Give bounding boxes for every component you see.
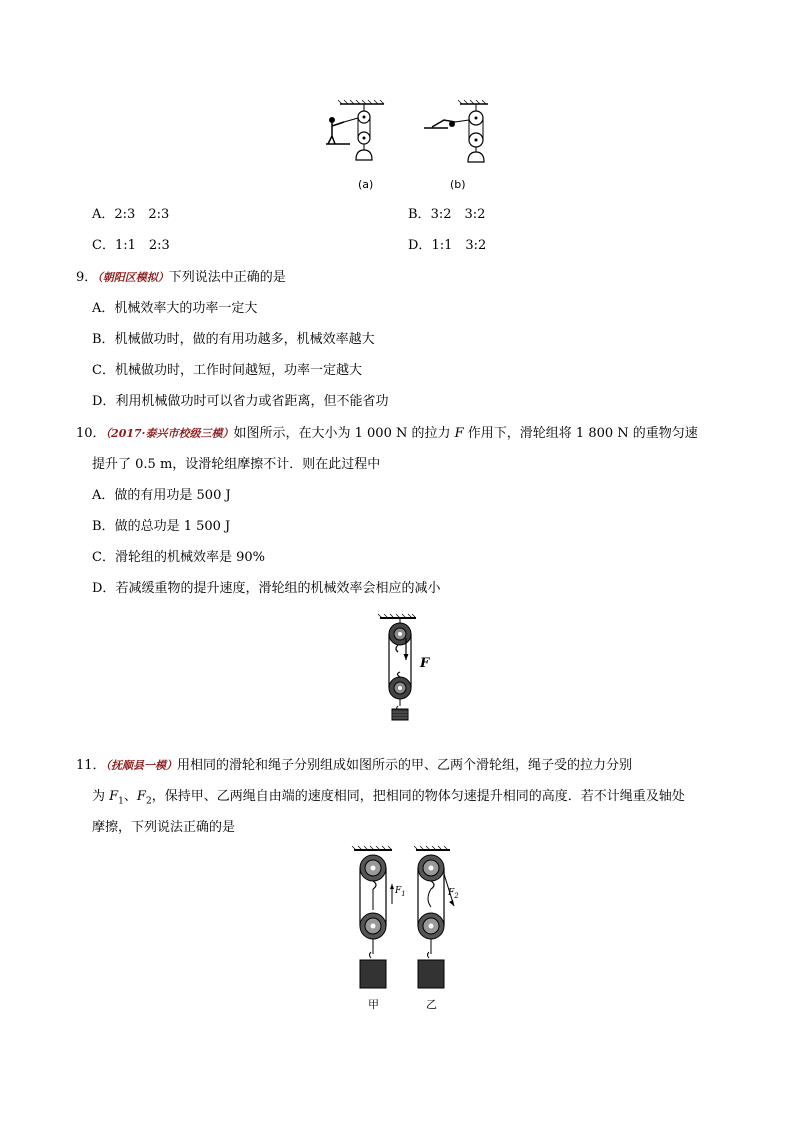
f2-sub: 2 [454, 891, 459, 900]
option-text: 若减缓重物的提升速度，滑轮组的机械效率会相应的减小 [115, 581, 441, 596]
q10-stem-line1 [76, 424, 698, 444]
question-text: 下列说法中正确的是 [168, 270, 286, 285]
pulley-diagram-ab [320, 98, 500, 198]
option-label: D． [92, 394, 116, 409]
label-yi: 乙 [426, 998, 437, 1011]
question-source: （抚顺县一模） [105, 759, 178, 772]
question-text-cont: 作用下，滑轮组将 1 800 N 的重物匀速 [463, 426, 698, 441]
option-text: 1:1 2:3 [114, 238, 170, 253]
option-label: A． [92, 488, 115, 503]
question-number: 10． [76, 426, 106, 441]
figure-q10 [370, 612, 440, 722]
option-text: 做的总功是 1 500 J [114, 519, 231, 534]
question-number: 11． [76, 758, 106, 773]
option-label: C． [92, 363, 115, 378]
option-label: A． [92, 207, 115, 222]
option-text: 2:3 2:3 [114, 207, 170, 222]
q10-option-c[interactable] [92, 548, 265, 568]
caption-b: (b) [450, 178, 466, 191]
force-sub-1: 1 [118, 796, 124, 807]
option-text: 1:1 3:2 [431, 238, 487, 253]
option-text: 机械做功时，工作时间越短，功率一定越大 [114, 363, 362, 378]
label-jia: 甲 [368, 998, 379, 1011]
option-text: 滑轮组的机械效率是 90% [114, 550, 265, 565]
q11-stem-line2 [92, 787, 685, 812]
question-source: （2017·泰兴市校级三模） [105, 427, 234, 440]
option-label: D． [92, 581, 116, 596]
q10-option-a[interactable] [92, 486, 231, 506]
q11-stem-line1 [76, 756, 632, 776]
option-text: 3:2 3:2 [430, 207, 486, 222]
force-var-2: F [136, 789, 146, 804]
q9-option-a[interactable] [92, 299, 257, 319]
force-variable: F [454, 426, 464, 441]
option-text: 做的有用功是 500 J [114, 488, 231, 503]
q10-stem-line2: 提升了 0.5 m，设滑轮组摩擦不计．则在此过程中 [92, 457, 381, 472]
force-sub-2: 2 [145, 796, 152, 807]
f2-letter: F [448, 888, 455, 898]
q8-option-b[interactable] [408, 205, 485, 225]
question-text: 如图所示，在大小为 1 000 N 的拉力 [233, 426, 455, 441]
q9-option-c[interactable] [92, 361, 362, 381]
text-fragment: 为 [92, 789, 110, 804]
q8-option-a[interactable] [92, 205, 169, 225]
f1-letter: F [395, 886, 402, 896]
question-source: （朝阳区模拟） [97, 271, 169, 284]
option-label: C． [92, 550, 115, 565]
force-label-f1 [395, 886, 406, 898]
force-label-f: F [420, 656, 430, 671]
force-var-1: F [109, 789, 119, 804]
option-label: B． [92, 519, 115, 534]
option-text: 机械效率大的功率一定大 [114, 301, 258, 316]
q10-option-d[interactable] [92, 579, 440, 599]
q9-stem [76, 268, 286, 288]
separator: 、 [123, 789, 137, 804]
option-label: A． [92, 301, 115, 316]
option-text: 机械做功时，做的有用功越多，机械效率越大 [114, 332, 375, 347]
q9-option-d[interactable] [92, 392, 388, 412]
question-text: 用相同的滑轮和绳子分别组成如图所示的甲、乙两个滑轮组，绳子受的拉力分别 [177, 758, 633, 773]
option-label: C． [92, 238, 115, 253]
q11-stem-line3: 摩擦，下列说法正确的是 [92, 820, 236, 835]
q9-option-b[interactable] [92, 330, 375, 350]
figure-q8 [320, 98, 500, 198]
f1-sub: 1 [401, 889, 406, 898]
text-fragment: ，保持甲、乙两绳自由端的速度相同，把相同的物体匀速提升相同的高度．若不计绳重及轴处 [151, 789, 685, 804]
q10-option-b[interactable] [92, 517, 230, 537]
q8-option-d[interactable] [408, 236, 486, 256]
question-number: 9． [76, 270, 98, 285]
pulley-diagram-q10 [370, 612, 440, 722]
option-label: B． [92, 332, 115, 347]
force-label-f2 [448, 888, 459, 900]
caption-a: (a) [358, 178, 374, 191]
option-label: B． [408, 207, 431, 222]
option-label: D． [408, 238, 432, 253]
pulley-diagram-q11 [340, 844, 480, 1014]
q8-option-c[interactable] [92, 236, 170, 256]
option-text: 利用机械做功时可以省力或省距离，但不能省功 [115, 394, 389, 409]
figure-q11 [340, 844, 480, 1014]
